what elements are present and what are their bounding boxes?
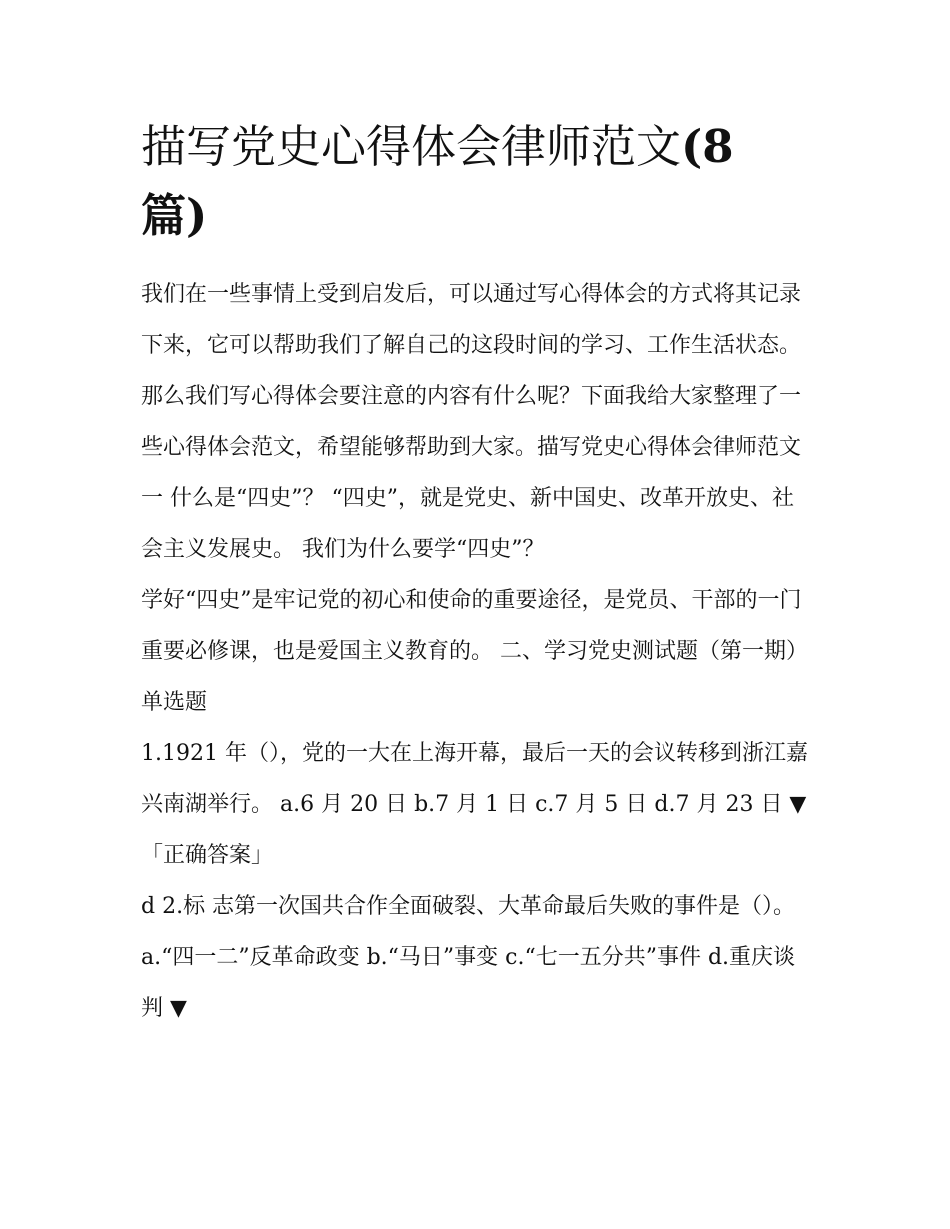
question-2: d 2.标 志第一次国共合作全面破裂、大革命最后失败的事件是（）。 a.“四一二”反革命政变 b.“马日”事变 c.“七一五分共”事件 d.重庆谈判 ▼: [141, 894, 796, 1021]
document-content: [141, 112, 813, 1034]
title-count-line2: 篇): [141, 189, 208, 242]
paragraph-four-histories: 学好“四史”是牢记党的初心和使命的重要途径，是党员、干部的一门重要必修课，也是爱国主义教育的。 二、学习党史测试题（第一期） 单选题: [141, 588, 808, 715]
question-1: 1.1921 年（），党的一大在上海开幕，最后一天的会议转移到浙江嘉兴南湖举行。 a.6 月 20 日 b.7 月 1 日 c.7 月 5 日 d.7 月 23 日 ▼ 「正确答案」: [141, 741, 808, 868]
title-count: (8: [681, 120, 734, 173]
document-body: [141, 269, 813, 1034]
document-title: [141, 112, 813, 250]
title-text: 描写党史心得体会律师范文: [141, 120, 682, 173]
paragraph-intro: 我们在一些事情上受到启发后，可以通过写心得体会的方式将其记录下来，它可以帮助我们了解自己的这段时间的学习、工作生活状态。那么我们写心得体会要注意的内容有什么呢？下面我给大家整理了一些心得体会范文，希望能够帮助到大家。描写党史心得体会律师范文一 什么是“四史”？ “四史”，就是党史、新中国史、改革开放史、社会主义发展史。 我们为什么要学“四史”？: [141, 282, 802, 562]
